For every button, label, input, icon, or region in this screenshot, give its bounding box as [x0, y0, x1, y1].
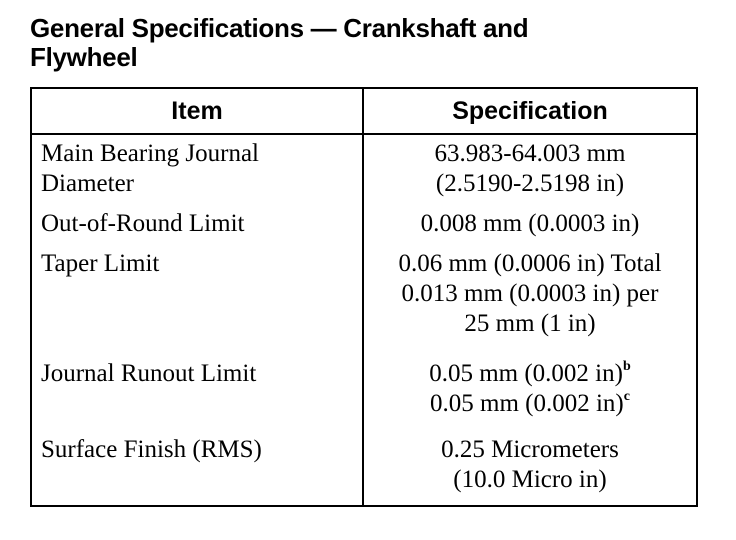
specification-text: (10.0 Micro in)	[453, 466, 607, 493]
item-cell	[31, 249, 363, 359]
item-text: Out-of-Round Limit	[41, 210, 245, 237]
item-cell	[31, 205, 363, 249]
item-cell	[31, 433, 363, 506]
specification-cell	[363, 205, 697, 249]
item-cell	[31, 359, 363, 433]
footnote-marker: c	[623, 388, 630, 404]
specification-cell	[363, 359, 697, 433]
specification-cell	[363, 249, 697, 359]
item-text: Surface Finish (RMS)	[41, 436, 262, 463]
specification-text: 0.05 mm (0.002 in)	[430, 390, 624, 417]
specification-text: 0.013 mm (0.0003 in) per	[401, 280, 659, 307]
specification-text: (2.5190-2.5198 in)	[435, 170, 625, 197]
item-text: Journal Runout Limit	[41, 360, 257, 387]
specification-text: 0.008 mm (0.0003 in)	[420, 210, 640, 237]
table-row	[31, 205, 697, 249]
table-header-row	[31, 88, 697, 134]
specifications-table	[30, 87, 698, 507]
table-row	[31, 134, 697, 205]
column-header-specification: Specification	[363, 88, 697, 134]
specification-line	[364, 389, 696, 419]
table-row	[31, 359, 697, 433]
item-text: Diameter	[41, 170, 135, 197]
specification-text: 25 mm (1 in)	[464, 310, 596, 337]
specification-text: 0.25 Micrometers	[441, 436, 619, 463]
column-header-item: Item	[31, 88, 363, 134]
item-text: Taper Limit	[41, 250, 160, 277]
specification-cell	[363, 134, 697, 205]
item-text: Main Bearing Journal	[41, 140, 260, 167]
specification-text: 63.983-64.003 mm	[434, 140, 626, 167]
footnote-marker: b	[622, 358, 631, 374]
item-cell	[31, 134, 363, 205]
specification-text: 0.06 mm (0.0006 in) Total	[398, 250, 662, 277]
specification-cell	[363, 433, 697, 506]
table-row	[31, 433, 697, 506]
page-title: General Specifications — Crankshaft and Flywheel	[30, 13, 529, 72]
specification-text: 0.05 mm (0.002 in)	[429, 360, 623, 387]
specification-line	[364, 359, 696, 389]
table-row	[31, 249, 697, 359]
